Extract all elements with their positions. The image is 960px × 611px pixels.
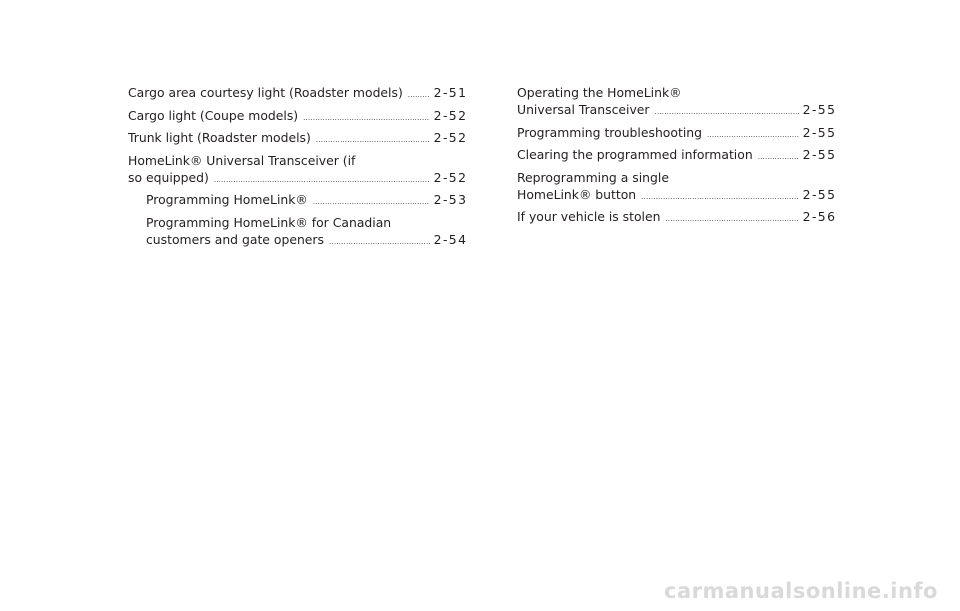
toc-entry[interactable] xyxy=(128,107,466,127)
toc-entry[interactable] xyxy=(128,152,466,189)
toc-entry-page-number: 2-52 xyxy=(433,107,468,123)
toc-entry-page-number: 2-52 xyxy=(433,130,468,145)
toc-entry[interactable] xyxy=(128,191,466,211)
dot-leader xyxy=(313,194,430,211)
toc-entry[interactable] xyxy=(128,214,466,251)
toc-entry[interactable] xyxy=(517,84,835,121)
toc-entry[interactable] xyxy=(517,146,835,166)
toc-entry[interactable] xyxy=(128,84,466,104)
dot-leader xyxy=(408,87,430,104)
dot-leader xyxy=(303,110,430,127)
toc-entry-title: HomeLink® button xyxy=(517,186,637,202)
toc-entry[interactable] xyxy=(517,169,835,206)
toc-entry-title-line1: Operating the HomeLink® xyxy=(517,85,682,100)
dot-leader xyxy=(655,104,799,121)
toc-entry-title: Programming troubleshooting xyxy=(517,124,702,140)
toc-entry-title: Programming HomeLink® xyxy=(146,192,308,207)
toc-entry-title: so equipped) xyxy=(128,169,209,185)
toc-entry[interactable] xyxy=(128,129,466,149)
dot-leader xyxy=(316,132,430,149)
toc-entry-page-number: 2-55 xyxy=(802,124,837,140)
toc-entry-page-number: 2-55 xyxy=(802,186,837,202)
toc-column-right xyxy=(517,84,835,231)
toc-entry-title: Cargo light (Coupe models) xyxy=(128,107,299,123)
toc-entry[interactable] xyxy=(517,208,835,228)
toc-entry[interactable] xyxy=(517,124,835,144)
toc-column-left xyxy=(128,84,466,253)
toc-entry-title-line1: Programming HomeLink® for Canadian xyxy=(146,214,392,230)
toc-entry-title: Cargo area courtesy light (Roadster models) xyxy=(128,85,403,100)
toc-entry-page-number: 2-52 xyxy=(433,169,468,185)
toc-entry-title: Universal Transceiver xyxy=(517,102,650,117)
toc-entry-page-number: 2-55 xyxy=(802,147,837,162)
dot-leader xyxy=(665,211,798,228)
toc-entry-page-number: 2-54 xyxy=(433,231,468,247)
toc-entry-page-number: 2-56 xyxy=(802,209,837,224)
dot-leader xyxy=(329,234,430,251)
dot-leader xyxy=(758,149,799,166)
toc-entry-title: customers and gate openers xyxy=(146,231,324,247)
dot-leader xyxy=(214,172,430,189)
toc-entry-title: Clearing the programmed information xyxy=(517,147,753,162)
watermark: carmanualsonline.info xyxy=(664,579,938,603)
toc-entry-title-line1: Reprogramming a single xyxy=(517,169,669,185)
toc-entry-page-number: 2-55 xyxy=(802,102,837,117)
toc-entry-title: Trunk light (Roadster models) xyxy=(128,130,311,145)
dot-leader xyxy=(707,127,799,144)
toc-entry-page-number: 2-51 xyxy=(433,85,468,100)
toc-entry-title: If your vehicle is stolen xyxy=(517,209,661,224)
dot-leader xyxy=(641,189,798,206)
toc-entry-title-line1: HomeLink® Universal Transceiver (if xyxy=(128,152,356,168)
toc-entry-page-number: 2-53 xyxy=(433,192,468,207)
